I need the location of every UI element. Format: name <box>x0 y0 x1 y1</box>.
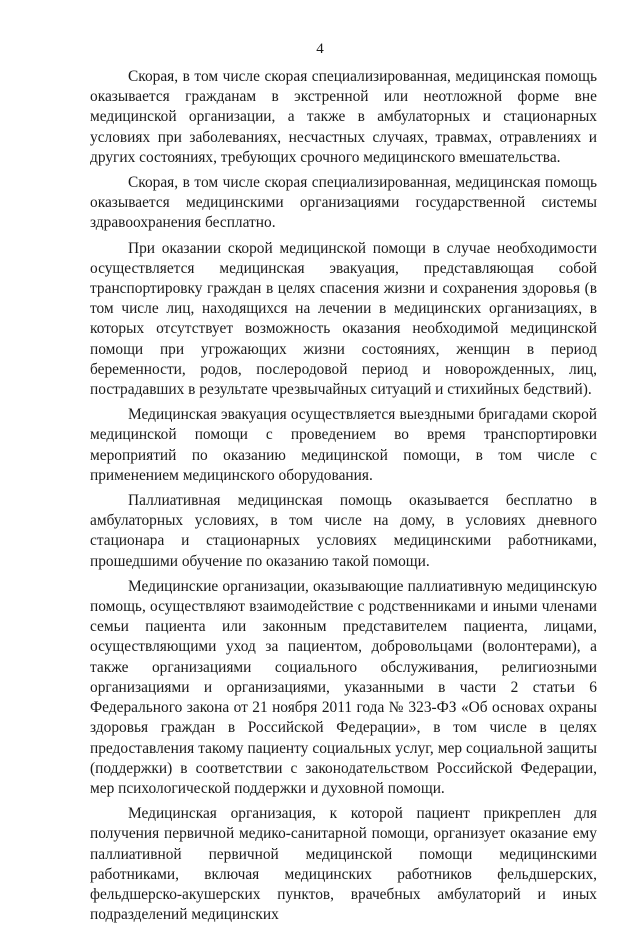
paragraph-palliative-free: Паллиативная медицинская помощь оказывается бесплатно в амбулаторных условиях, в том числе на дому, в условиях дневного стационара и стационарных условиях медицинскими работниками, прошедшими обучение по оказанию такой помощи. <box>90 492 597 570</box>
document-body <box>90 67 597 930</box>
paragraph-emergency-care: Скорая, в том числе скорая специализированная, медицинская помощь оказывается гражданам в экстренной или неотложной форме вне медицинской организации, а также в амбулаторных и стационарных условиях при заболеваниях, несчастных случаях, травмах, отравлениях и других состояниях, требующих срочного медицинского вмешательства. <box>90 68 597 166</box>
paragraph-evacuation-teams: Медицинская эвакуация осуществляется выездными бригадами скорой медицинской помощи с проведением во время транспортировки мероприятий по оказанию медицинской помощи, в том числе с применением медицинского оборудования. <box>90 406 597 484</box>
paragraph-medical-evacuation: При оказании скорой медицинской помощи в случае необходимости осуществляется медицинская эвакуация, представляющая собой транспортировку граждан в целях спасения жизни и сохранения здоровья (в том числе лиц, находящихся на лечении в медицинских организациях, в которых отсутствует возможность оказания необходимой медицинской помощи при угрожающих жизни состояниях, женщин в период беременности, родов, послеродовой период и новорожденных, лиц, пострадавших в результате чрезвычайных ситуаций и стихийных бедствий). <box>90 239 597 399</box>
page-number: 4 <box>316 41 324 57</box>
paragraph-palliative-interaction: Медицинские организации, оказывающие паллиативную медицинскую помощь, осуществляют взаимодействие с родственниками и иными членами семьи пациента или законным представителем пациента, лицами, осуществляющими уход за пациентом, добровольцами (волонтерами), а также организациями социального обслуживания, религиозными организациями и организациями, указанными в части 2 статьи 6 Федерального закона от 21 ноября 2011 года № 323-ФЗ «Об основах охраны здоровья граждан в Российской Федерации», в том числе в целях предоставления такому пациенту социальных услуг, мер социальной защиты (поддержки) в соответствии с законодательством Российской Федерации, мер психологической поддержки и духовной помощи. <box>90 577 597 797</box>
paragraph-primary-palliative: Медицинская организация, к которой пациент прикреплен для получения первичной медико-санитарной помощи, организует оказание ему паллиативной первичной медицинской помощи медицинскими работниками, включая медицинских работников фельдшерских, фельдшерско-акушерских пунктов, врачебных амбулаторий и иных подразделений медицинских <box>90 805 597 924</box>
paragraph-emergency-free: Скорая, в том числе скорая специализированная, медицинская помощь оказывается медицинскими организациями государственной системы здравоохранения бесплатно. <box>90 174 597 232</box>
